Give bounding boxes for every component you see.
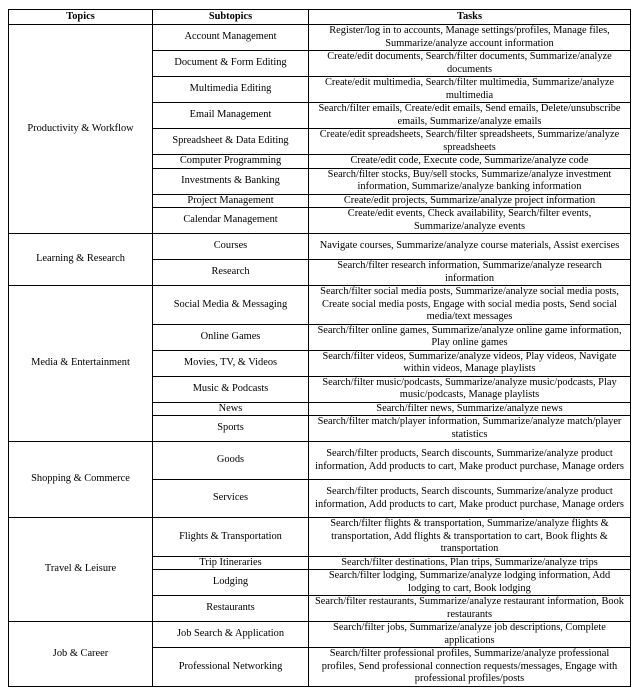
subtopic-cell: News bbox=[153, 402, 309, 416]
subtopic-cell: Goods bbox=[153, 442, 309, 480]
subtopic-cell: Investments & Banking bbox=[153, 168, 309, 194]
header-tasks: Tasks bbox=[309, 10, 631, 25]
tasks-cell: Search/filter social media posts, Summarize/analyze social media posts, Create social media posts, Engage with social media posts, Send social media/text messages bbox=[309, 286, 631, 325]
table-row bbox=[9, 442, 631, 480]
subtopic-cell: Research bbox=[153, 260, 309, 286]
topic-cell: Media & Entertainment bbox=[9, 286, 153, 442]
subtopic-cell: Music & Podcasts bbox=[153, 376, 309, 402]
subtopic-cell: Project Management bbox=[153, 194, 309, 208]
subtopic-cell: Courses bbox=[153, 234, 309, 260]
subtopic-cell: Calendar Management bbox=[153, 208, 309, 234]
tasks-cell: Search/filter stocks, Buy/sell stocks, Summarize/analyze investment information, Summarize/analyze banking information bbox=[309, 168, 631, 194]
subtopic-cell: Account Management bbox=[153, 25, 309, 51]
tasks-cell: Search/filter lodging, Summarize/analyze lodging information, Add lodging to cart, Book lodging bbox=[309, 570, 631, 596]
header-topics: Topics bbox=[9, 10, 153, 25]
table-row bbox=[9, 286, 631, 325]
tasks-cell: Create/edit documents, Search/filter documents, Summarize/analyze documents bbox=[309, 51, 631, 77]
subtopic-cell: Email Management bbox=[153, 103, 309, 129]
tasks-cell: Create/edit multimedia, Search/filter multimedia, Summarize/analyze multimedia bbox=[309, 77, 631, 103]
table-row bbox=[9, 622, 631, 648]
tasks-cell: Create/edit projects, Summarize/analyze project information bbox=[309, 194, 631, 208]
tasks-cell: Search/filter news, Summarize/analyze news bbox=[309, 402, 631, 416]
tasks-cell: Search/filter online games, Summarize/analyze online game information, Play online games bbox=[309, 324, 631, 350]
tasks-cell: Search/filter research information, Summarize/analyze research information bbox=[309, 260, 631, 286]
subtopic-cell: Restaurants bbox=[153, 596, 309, 622]
subtopic-cell: Sports bbox=[153, 416, 309, 442]
subtopic-cell: Multimedia Editing bbox=[153, 77, 309, 103]
topic-cell: Learning & Research bbox=[9, 234, 153, 286]
tasks-cell: Search/filter match/player information, Summarize/analyze match/player statistics bbox=[309, 416, 631, 442]
table-row bbox=[9, 234, 631, 260]
subtopic-cell: Movies, TV, & Videos bbox=[153, 350, 309, 376]
tasks-cell: Search/filter destinations, Plan trips, Summarize/analyze trips bbox=[309, 556, 631, 570]
tasks-cell: Search/filter products, Search discounts, Summarize/analyze product information, Add products to cart, Make product purchase, Manage orders bbox=[309, 442, 631, 480]
subtopic-cell: Computer Programming bbox=[153, 155, 309, 169]
tasks-cell: Register/log in to accounts, Manage settings/profiles, Manage files, Summarize/analyze account information bbox=[309, 25, 631, 51]
subtopic-cell: Job Search & Application bbox=[153, 622, 309, 648]
task-taxonomy-table bbox=[8, 9, 631, 687]
subtopic-cell: Flights & Transportation bbox=[153, 518, 309, 557]
tasks-cell: Create/edit events, Check availability, Search/filter events, Summarize/analyze events bbox=[309, 208, 631, 234]
table-row bbox=[9, 25, 631, 51]
tasks-cell: Search/filter videos, Summarize/analyze videos, Play videos, Navigate within videos, Manage playlists bbox=[309, 350, 631, 376]
header-subtopics: Subtopics bbox=[153, 10, 309, 25]
subtopic-cell: Social Media & Messaging bbox=[153, 286, 309, 325]
tasks-cell: Search/filter emails, Create/edit emails, Send emails, Delete/unsubscribe emails, Summarize/analyze emails bbox=[309, 103, 631, 129]
header-row bbox=[9, 10, 631, 25]
subtopic-cell: Services bbox=[153, 480, 309, 518]
tasks-cell: Search/filter jobs, Summarize/analyze job descriptions, Complete applications bbox=[309, 622, 631, 648]
subtopic-cell: Document & Form Editing bbox=[153, 51, 309, 77]
topic-cell: Productivity & Workflow bbox=[9, 25, 153, 234]
tasks-cell: Search/filter professional profiles, Summarize/analyze professional profiles, Send professional connection requests/messages, Engage with professional profiles/posts bbox=[309, 648, 631, 687]
subtopic-cell: Trip Itineraries bbox=[153, 556, 309, 570]
tasks-cell: Search/filter restaurants, Summarize/analyze restaurant information, Book restaurants bbox=[309, 596, 631, 622]
subtopic-cell: Online Games bbox=[153, 324, 309, 350]
topic-cell: Travel & Leisure bbox=[9, 518, 153, 622]
tasks-cell: Navigate courses, Summarize/analyze course materials, Assist exercises bbox=[309, 234, 631, 260]
topic-cell: Shopping & Commerce bbox=[9, 442, 153, 518]
tasks-cell: Search/filter products, Search discounts, Summarize/analyze product information, Add products to cart, Make product purchase, Manage orders bbox=[309, 480, 631, 518]
tasks-cell: Search/filter flights & transportation, Summarize/analyze flights & transportation, Add flights & transportation to cart, Book flights & transportation bbox=[309, 518, 631, 557]
tasks-cell: Search/filter music/podcasts, Summarize/analyze music/podcasts, Play music/podcasts, Manage playlists bbox=[309, 376, 631, 402]
subtopic-cell: Spreadsheet & Data Editing bbox=[153, 129, 309, 155]
tasks-cell: Create/edit code, Execute code, Summarize/analyze code bbox=[309, 155, 631, 169]
task-taxonomy-table-container bbox=[8, 9, 630, 687]
table-body bbox=[9, 25, 631, 687]
subtopic-cell: Lodging bbox=[153, 570, 309, 596]
tasks-cell: Create/edit spreadsheets, Search/filter spreadsheets, Summarize/analyze spreadsheets bbox=[309, 129, 631, 155]
table-row bbox=[9, 518, 631, 557]
subtopic-cell: Professional Networking bbox=[153, 648, 309, 687]
topic-cell: Job & Career bbox=[9, 622, 153, 687]
